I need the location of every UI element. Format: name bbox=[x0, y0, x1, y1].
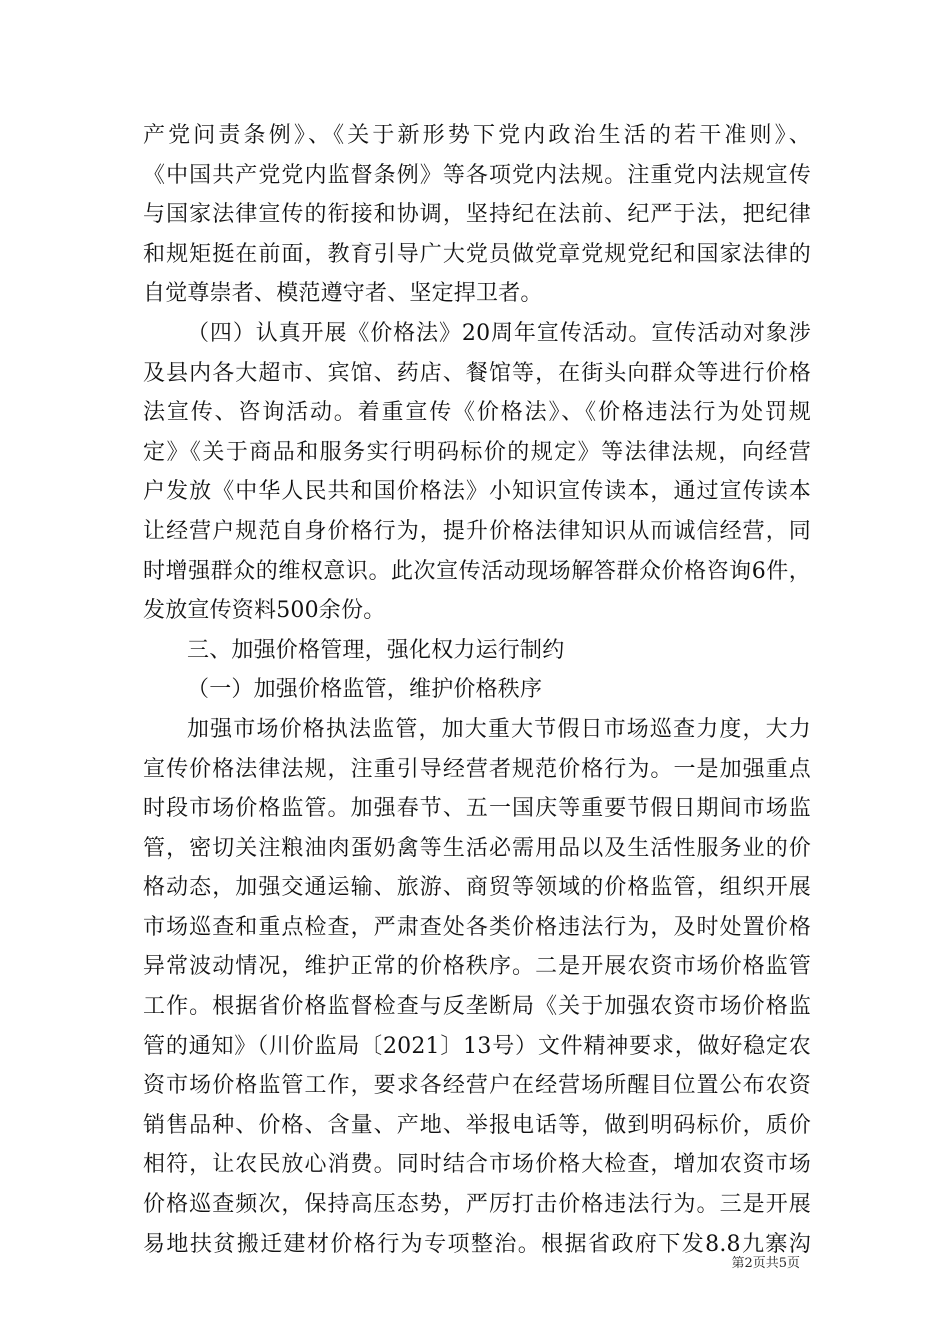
text-line: 法宣传、咨询活动。着重宣传《价格法》、《价格违法行为处罚规 bbox=[143, 400, 811, 426]
text-line: 管，密切关注粮油肉蛋奶禽等生活必需用品以及生活性服务业的价 bbox=[143, 835, 811, 861]
text-line: 产党问责条例》、《关于新形势下党内政治生活的若干准则》、 bbox=[143, 123, 811, 148]
text-line: 时增强群众的维权意识。此次宣传活动现场解答群众价格咨询6件， bbox=[143, 558, 811, 584]
page-number-footer: 第2页共5页 bbox=[731, 1256, 800, 1271]
text-line: 户发放《中华人民共和国价格法》小知识宣传读本，通过宣传读本 bbox=[143, 479, 811, 505]
text-line: 易地扶贫搬迁建材价格行为专项整治。根据省政府下发8.8九寨沟 bbox=[143, 1231, 811, 1257]
document-body bbox=[143, 116, 811, 1264]
text-line: 发放宣传资料500余份。 bbox=[143, 598, 386, 624]
text-line: 格动态，加强交通运输、旅游、商贸等领域的价格监管，组织开展 bbox=[143, 875, 811, 901]
text-line: 加强市场价格执法监管，加大重大节假日市场巡查力度，大力 bbox=[187, 716, 811, 742]
text-line: 资市场价格监管工作，要求各经营户在经营场所醒目位置公布农资 bbox=[143, 1073, 811, 1099]
text-line: 定》《关于商品和服务实行明码标价的规定》等法律法规，向经营 bbox=[143, 439, 811, 465]
text-line: 工作。根据省价格监督检查与反垄断局《关于加强农资市场价格监 bbox=[143, 994, 811, 1020]
text-line: 异常波动情况，维护正常的价格秩序。二是开展农资市场价格监管 bbox=[143, 954, 811, 980]
text-line: 与国家法律宣传的衔接和协调，坚持纪在法前、纪严于法，把纪律 bbox=[143, 202, 811, 228]
text-line: 管的通知》（川价监局〔2021〕13号）文件精神要求，做好稳定农 bbox=[143, 1033, 811, 1059]
text-line: 自觉尊崇者、模范遵守者、坚定捍卫者。 bbox=[143, 281, 543, 307]
text-line: 销售品种、价格、含量、产地、举报电话等，做到明码标价，质价 bbox=[143, 1112, 811, 1138]
text-line: 宣传价格法律法规，注重引导经营者规范价格行为。一是加强重点 bbox=[143, 756, 811, 782]
text-line: 《中国共产党党内监督条例》等各项党内法规。注重党内法规宣传 bbox=[143, 162, 811, 188]
section-heading-line: （四）认真开展《价格法》20周年宣传活动。宣传活动对象涉 bbox=[187, 320, 811, 346]
chapter-heading: 三、加强价格管理，强化权力运行制约 bbox=[187, 637, 565, 663]
text-line: 相符，让农民放心消费。同时结合市场价格大检查，增加农资市场 bbox=[143, 1152, 811, 1178]
text-line: 和规矩挺在前面，教育引导广大党员做党章党规党纪和国家法律的 bbox=[143, 241, 811, 267]
text-line: 价格巡查频次，保持高压态势，严厉打击价格违法行为。三是开展 bbox=[143, 1192, 811, 1218]
text-line: 市场巡查和重点检查，严肃查处各类价格违法行为，及时处置价格 bbox=[143, 914, 811, 940]
text-line: 让经营户规范自身价格行为，提升价格法律知识从而诚信经营，同 bbox=[143, 518, 811, 544]
text-line: 时段市场价格监管。加强春节、五一国庆等重要节假日期间市场监 bbox=[143, 796, 811, 822]
subsection-heading: （一）加强价格监管，维护价格秩序 bbox=[187, 677, 543, 703]
text-line: 及县内各大超市、宾馆、药店、餐馆等，在街头向群众等进行价格 bbox=[143, 360, 811, 386]
